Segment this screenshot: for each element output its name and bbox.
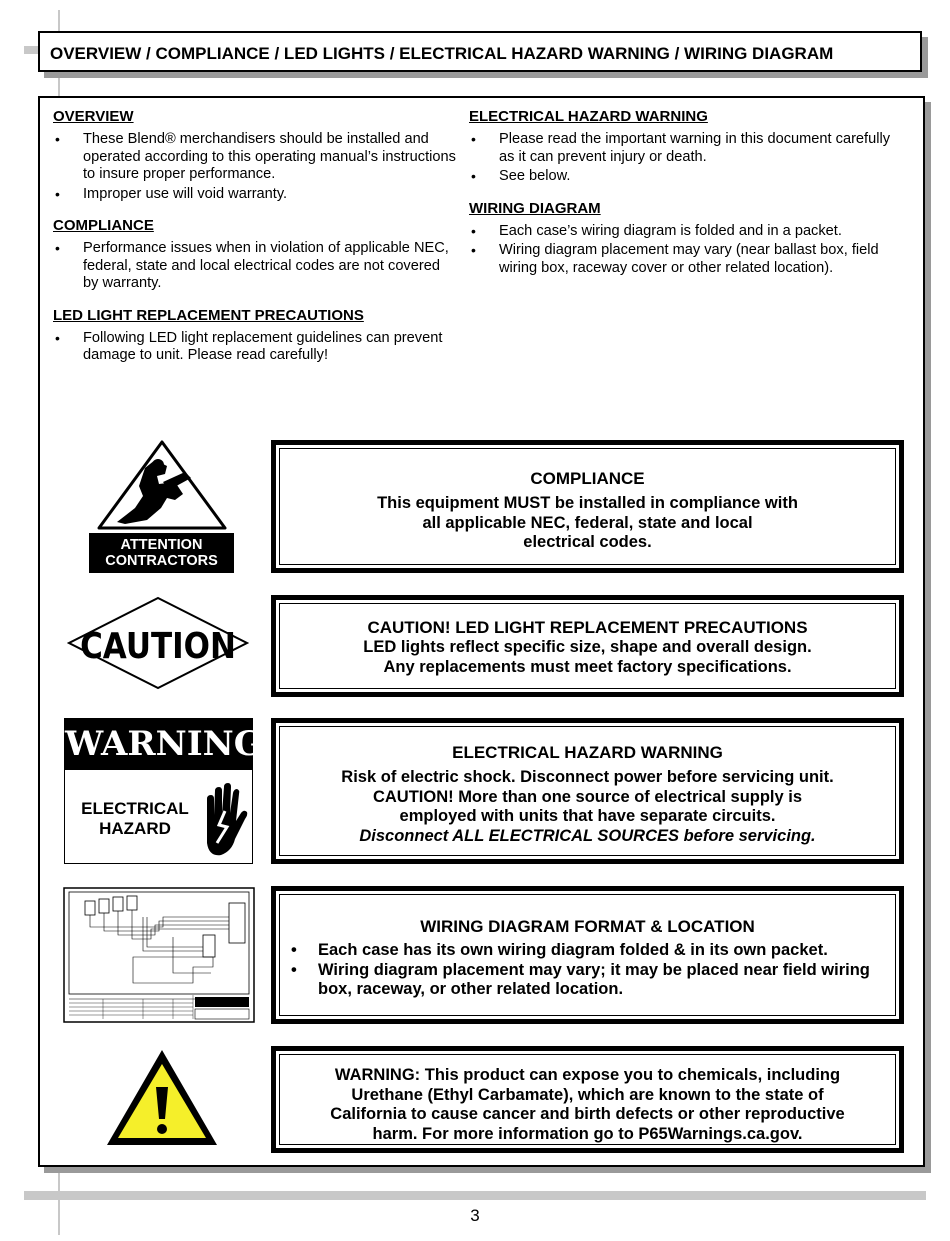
wiring-notice-title: WIRING DIAGRAM FORMAT & LOCATION	[420, 917, 755, 936]
compliance-notice-title: COMPLIANCE	[530, 469, 645, 488]
compliance-list	[53, 240, 458, 293]
hazard-notice-title: ELECTRICAL HAZARD WARNING	[452, 743, 723, 762]
attention-label-line: ATTENTION	[120, 537, 203, 553]
caution-label: CAUTION	[80, 625, 236, 667]
hazard-heading: ELECTRICAL HAZARD WARNING	[469, 108, 708, 125]
electrical-hazard-notice	[271, 718, 904, 864]
list-item: • See below.	[469, 168, 909, 186]
hazard-list	[469, 131, 909, 186]
wiring-notice-list	[280, 941, 895, 1000]
prop65-line: WARNING: This product can expose you to chemicals, including	[334, 1066, 841, 1084]
right-column	[469, 108, 909, 291]
list-item: • Following LED light replacement guidelines can prevent damage to unit. Please read carefully!	[53, 330, 458, 365]
hand-shock-icon	[199, 781, 249, 859]
electrical-label-line: ELECTRICAL	[81, 799, 189, 818]
section-header-title: OVERVIEW / COMPLIANCE / LED LIGHTS / ELECTRICAL HAZARD WARNING / WIRING DIAGRAM	[50, 44, 834, 63]
list-item: • These Blend® merchandisers should be installed and operated according to this operating manual’s instructions to insure proper performance.	[53, 131, 458, 184]
overview-heading: OVERVIEW	[53, 108, 134, 125]
attention-contractors-icon	[95, 438, 229, 533]
prop65-line: harm. For more information go to P65Warnings.ca.gov.	[372, 1124, 803, 1143]
warning-electrical-hazard-sign	[64, 718, 263, 864]
caution-notice-title: CAUTION! LED LIGHT REPLACEMENT PRECAUTIONS	[367, 618, 808, 637]
attention-contractors-label	[89, 533, 234, 573]
caution-notice	[271, 595, 904, 697]
warning-label: WARNING	[65, 719, 252, 770]
caution-notice-line: Any replacements must meet factory specifications.	[383, 657, 792, 676]
wiring-diagram-thumbnail	[63, 887, 255, 1023]
hazard-notice-line: employed with units that have separate circuits.	[399, 807, 776, 825]
compliance-heading: COMPLIANCE	[53, 217, 154, 234]
compliance-notice	[271, 440, 904, 573]
prop65-warning-notice	[271, 1046, 904, 1153]
attention-label-line: CONTRACTORS	[105, 553, 218, 569]
list-item: • Each case has its own wiring diagram folded & in its own packet.	[280, 941, 895, 961]
list-item: • Performance issues when in violation of applicable NEC, federal, state and local electrical codes are not covered by warranty.	[53, 240, 458, 293]
wiring-heading: WIRING DIAGRAM	[469, 199, 601, 217]
footer-rule	[24, 1191, 926, 1200]
wiring-diagram-notice	[271, 886, 904, 1024]
electrical-hazard-label	[67, 799, 203, 839]
compliance-notice-line: electrical codes.	[523, 533, 652, 551]
compliance-notice-line: all applicable NEC, federal, state and local	[422, 513, 753, 532]
list-item: • Please read the important warning in this document carefully as it can prevent injury or death.	[469, 131, 909, 166]
prop65-line: California to cause cancer and birth defects or other reproductive	[330, 1105, 845, 1123]
electrical-label-line: HAZARD	[99, 819, 171, 838]
list-item: • Improper use will void warranty.	[53, 186, 458, 204]
page-number: 3	[470, 1206, 480, 1225]
compliance-notice-line: This equipment MUST be installed in compliance with	[377, 494, 798, 512]
hazard-notice-line: CAUTION! More than one source of electrical supply is	[372, 787, 803, 806]
caution-diamond-icon	[67, 596, 249, 691]
list-item: • Wiring diagram placement may vary (near ballast box, field wiring box, raceway cover or other related location).	[469, 242, 909, 277]
left-column	[53, 108, 458, 379]
list-item: • Each case’s wiring diagram is folded and in a packet.	[469, 223, 909, 241]
prop65-line: Urethane (Ethyl Carbamate), which are known to the state of	[351, 1085, 824, 1104]
caution-notice-line: LED lights reflect specific size, shape and overall design.	[363, 638, 812, 656]
wiring-list	[469, 223, 909, 278]
section-header-box	[38, 31, 922, 72]
list-item: • Wiring diagram placement may vary; it may be placed near field wiring box, raceway, or other related location.	[280, 961, 895, 1000]
warning-triangle-icon	[104, 1047, 220, 1149]
hazard-notice-italic-line: Disconnect ALL ELECTRICAL SOURCES before servicing.	[359, 826, 816, 845]
overview-list	[53, 131, 458, 203]
hazard-notice-line: Risk of electric shock. Disconnect power before servicing unit.	[341, 768, 834, 786]
led-precautions-list	[53, 330, 458, 365]
led-precautions-heading: LED LIGHT REPLACEMENT PRECAUTIONS	[53, 306, 364, 324]
